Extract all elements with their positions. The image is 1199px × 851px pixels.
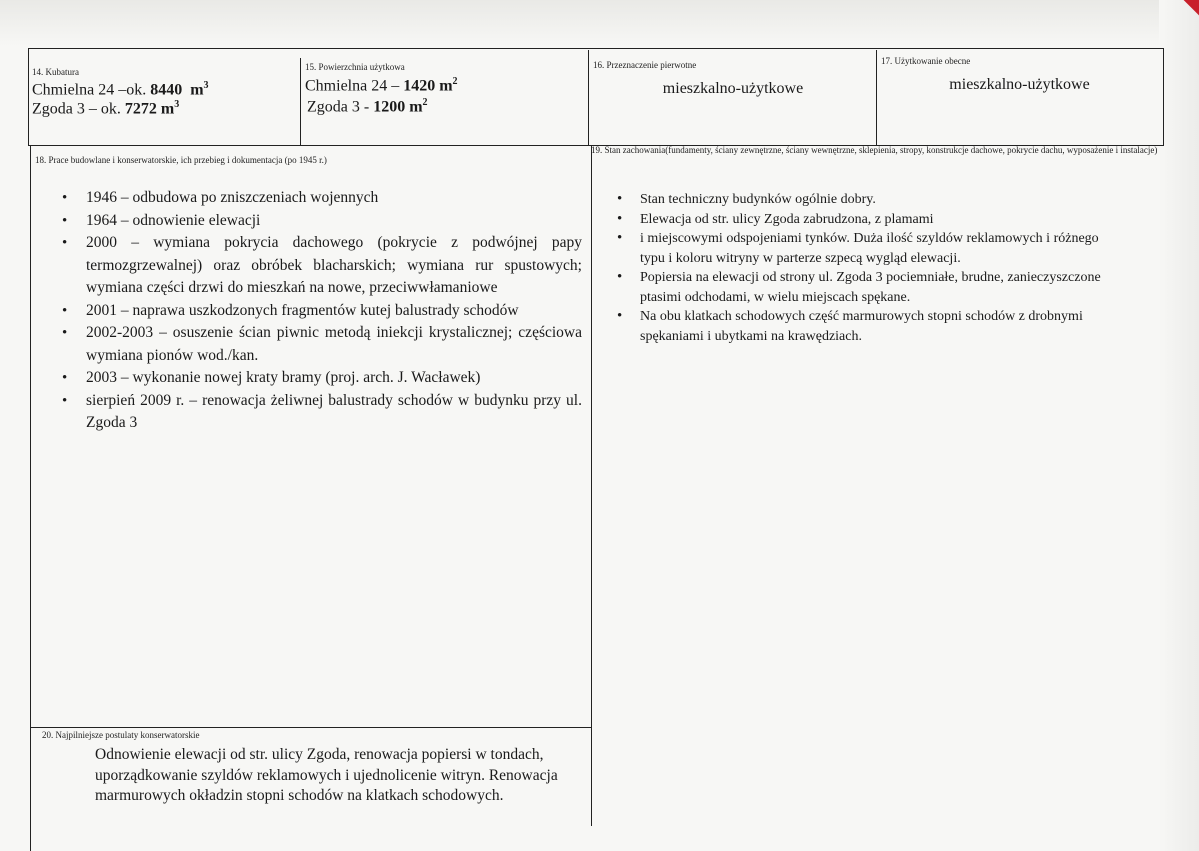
col-divider-15 [300, 58, 301, 146]
list-item: • 1964 – odnowienie elewacji [62, 210, 582, 233]
scan-right-shadow [1159, 0, 1199, 851]
field-14-row-2-unit: m [160, 100, 175, 118]
col-divider-16 [588, 50, 589, 146]
field-15-row-1-exp: 2 [452, 76, 458, 87]
field-15-row-1-value: 1420 [403, 77, 436, 95]
list-item: • sierpień 2009 r. – renowacja żeliwnej balustrady schodów w budynku przy ul. Zgoda 3 [62, 390, 582, 435]
list-item: • Na obu klatkach schodowych część marmurowych stopni schodów z drobnymi spękaniami i ubytkami na krawędziach. [617, 307, 1127, 346]
scan-top-shadow [0, 0, 1199, 46]
field-14-row-2-prefix: Zgoda 3 – ok. [32, 100, 125, 118]
field-15-row-2-prefix: Zgoda 3 - [307, 98, 374, 116]
field-14-row-2 [32, 95, 179, 118]
field-15-row-1-unit: m [439, 77, 453, 95]
field-15-label: 15. Powierzchnia użytkowa [305, 62, 405, 72]
field-15-row-2-unit: m [409, 98, 423, 116]
center-divider [591, 146, 592, 826]
field-20-text: Odnowienie elewacji od str. ulicy Zgoda, renowacja popiersi w tondach, uporządkowanie szyldów reklamowych i ujednolicenie witryn. Renowacja marmurowych okładzin stopni schodów na klatkach schodowych. [95, 746, 558, 804]
list-item: • Stan techniczny budynków ogólnie dobry. [617, 190, 1127, 210]
field-15-row-1 [305, 72, 458, 95]
list-item: • 2003 – wykonanie nowej kraty bramy (proj. arch. J. Wacławek) [62, 367, 582, 390]
left-frame [30, 146, 31, 851]
list-item: • i miejscowymi odspojeniami tynków. Duża ilość szyldów reklamowych i różnego typu i koloru witryny w parterze szpecą wygląd elewacji. [617, 229, 1127, 268]
left-border [28, 48, 29, 146]
field-14-row-2-exp: 3 [174, 99, 180, 110]
col-divider-17 [876, 50, 877, 146]
list-item: • 2001 – naprawa uszkodzonych fragmentów kutej balustrady schodów [62, 300, 582, 323]
field-20-label: 20. Najpilniejsze postulaty konserwatorskie [42, 730, 200, 740]
field-19-list [617, 190, 1127, 346]
list-item: • Popiersia na elewacji od strony ul. Zgoda 3 pociemniałe, brudne, zanieczyszczone ptasimi odchodami, w wielu miejscach spękane. [617, 268, 1127, 307]
field-15-row-2 [307, 93, 428, 116]
field-18-list [62, 187, 582, 435]
field-15-row-2-value: 1200 [373, 98, 406, 116]
list-item: • 2002-2003 – osuszenie ścian piwnic metodą iniekcji krystalicznej; częściowa wymiana pionów wod./kan. [62, 322, 582, 367]
right-border [1163, 48, 1164, 146]
field-19-label: 19. Stan zachowania(fundamenty, ściany zewnętrzne, ściany wewnętrzne, sklepienia, stropy, konstrukcje dachowe, pokrycie dachu, wyposażenie i instalacje) [591, 145, 1158, 155]
field-14-row-1-unit: m [190, 81, 204, 99]
row-divider-20 [30, 727, 592, 728]
field-14-row-1-value: 8440 [150, 81, 183, 99]
list-item: • 1946 – odbudowa po zniszczeniach wojennych [62, 187, 582, 210]
field-14-row-2-value: 7272 [124, 100, 157, 118]
list-item: • 2000 – wymiana pokrycia dachowego (pokrycie z podwójnej papy termozgrzewalnej) oraz obróbek blacharskich; wymiana rur spustowych; wymiana części drzwi do mieszkań na nowe, przeciwwłamaniowe [62, 232, 582, 300]
field-16-label: 16. Przeznaczenie pierwotne [593, 60, 697, 70]
field-15-row-1-prefix: Chmielna 24 – [305, 77, 404, 95]
field-16-value: mieszkalno-użytkowe [662, 80, 804, 97]
field-14-row-1-prefix: Chmielna 24 –ok. [32, 81, 151, 99]
field-14-row-1-exp: 3 [203, 80, 209, 91]
field-15-row-2-exp: 2 [422, 97, 428, 108]
field-17-label: 17. Użytkowanie obecne [881, 56, 971, 66]
top-border [28, 48, 1163, 49]
field-18-label: 18. Prace budowlane i konserwatorskie, ich przebieg i dokumentacja (po 1945 r.) [35, 155, 327, 165]
field-17-value: mieszkalno-użytkowe [949, 76, 1090, 93]
field-14-label: 14. Kubatura [32, 67, 79, 77]
list-item: • Elewacja od str. ulicy Zgoda zabrudzona, z plamami [617, 210, 1127, 230]
